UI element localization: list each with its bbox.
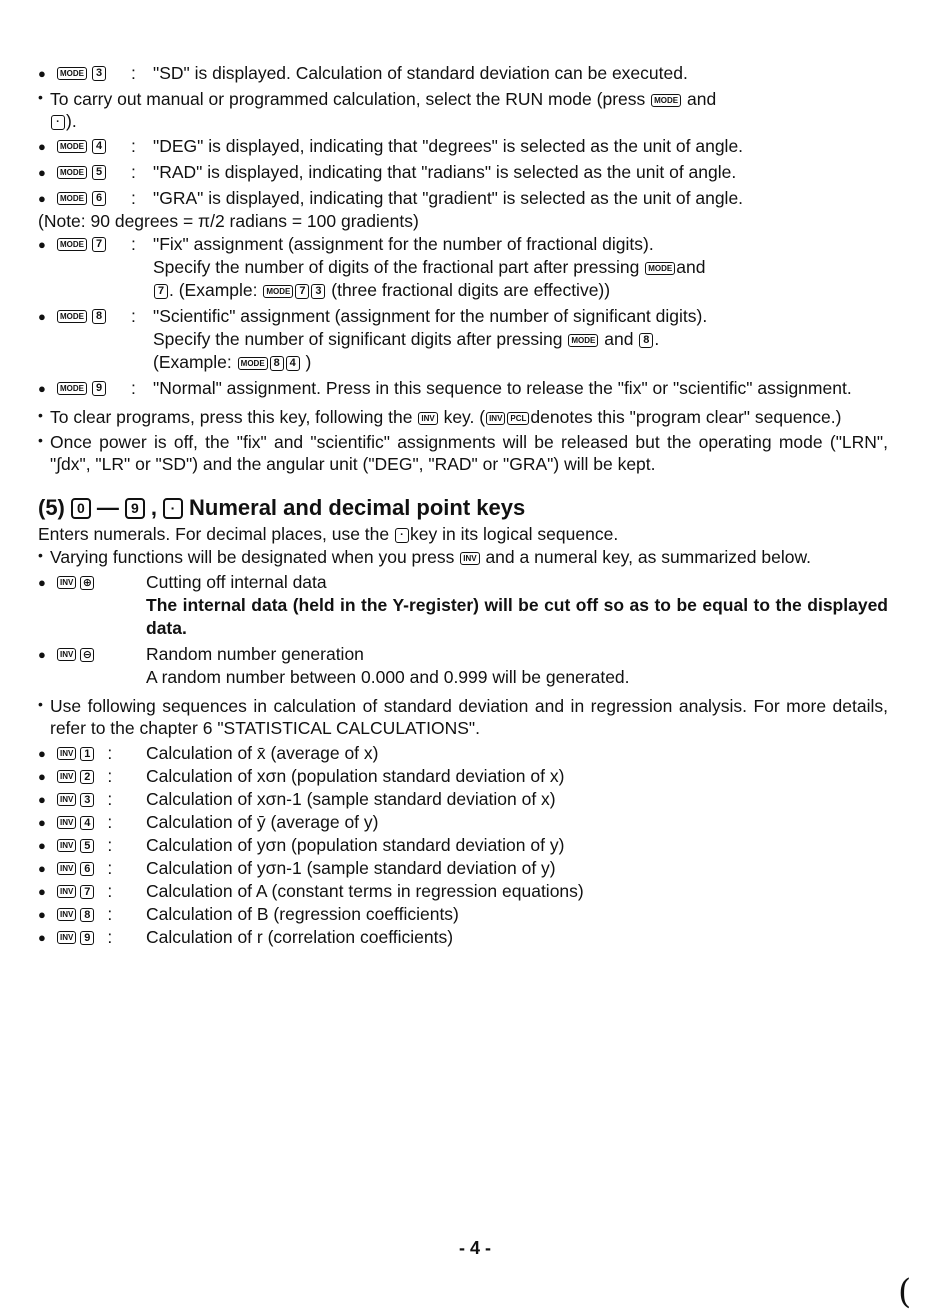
function-key: 4	[80, 816, 94, 830]
inv-key: INV	[418, 412, 437, 425]
list-item: ● INV 8 : Calculation of B (regression coefficients)	[38, 904, 459, 924]
fix-description: "Fix" assignment (assignment for the number of fractional digits).	[153, 234, 654, 254]
list-item: ● INV 5 : Calculation of yσn (population standard deviation of y)	[38, 835, 565, 855]
list-item: ● INV 4 : Calculation of ȳ (average of y)	[38, 812, 379, 832]
list-item: ● INV 2 : Calculation of xσn (population standard deviation of x)	[38, 766, 565, 786]
nine-key: 9	[125, 498, 145, 519]
mode-description: "GRA" is displayed, indicating that "gradient" is selected as the unit of angle.	[153, 188, 744, 208]
function-key: 8	[80, 908, 94, 922]
inv-key: INV	[57, 793, 76, 806]
sci-description: "Scientific" assignment (assignment for the number of significant digits).	[153, 306, 708, 326]
mode-entry-9: ● MODE 9 : "Normal" assignment. Press in this sequence to release the "fix" or "scientific" assignment.	[38, 377, 888, 400]
power-off-note: • Once power is off, the "fix" and "scientific" assignments will be released but the operating mode ("LRN", "∫dx", "LR" or "SD") and the angular unit ("DEG", "RAD" or "GRA") will be kept.	[38, 432, 888, 474]
use-sequences-note: • Use following sequences in calculation of standard deviation and in regression analysis. For more details, refer to the chapter 6 "STATISTICAL CALCULATIONS".	[38, 696, 888, 738]
cut-off-title: Cutting off internal data	[146, 572, 327, 592]
angle-note: (Note: 90 degrees = π/2 radians = 100 gradients)	[38, 211, 419, 231]
function-key: 6	[80, 862, 94, 876]
number-key: 4	[92, 139, 106, 154]
random-description: A random number between 0.000 and 0.999 will be generated.	[146, 667, 630, 687]
mode-entry-7: ● MODE 7 : "Fix" assignment (assignment for the number of fractional digits). Specify the number of digits of the fractional part after pressing MODE and 7 . (Example: MODE 7 3 (three fractional digits are effective))	[38, 234, 706, 300]
decimal-point-key: ·	[163, 498, 183, 519]
number-key: 9	[92, 381, 106, 396]
function-key: 3	[80, 793, 94, 807]
mode-description: "Normal" assignment. Press in this sequence to release the "fix" or "scientific" assignment.	[153, 378, 852, 398]
inv-key: INV	[57, 839, 76, 852]
mode-entry-8: ● MODE 8 : "Scientific" assignment (assignment for the number of significant digits). Specify the number of significant digits after pressing MODE and 8 . (Example: MODE 8 4 )	[38, 306, 708, 372]
mode-entry-3: ● MODE 3 : "SD" is displayed. Calculation of standard deviation can be executed.	[38, 62, 888, 85]
decimal-point-key: ·	[51, 115, 65, 130]
mode-key: MODE	[57, 382, 87, 395]
number-key: 3	[92, 66, 106, 81]
zero-key: 0	[71, 498, 91, 519]
page-number: - 4 -	[458, 1238, 491, 1258]
number-key: 5	[92, 165, 106, 180]
inv-key: INV	[57, 908, 76, 921]
mode-key: MODE	[645, 262, 675, 275]
inv-key: INV	[57, 770, 76, 783]
mode-key: MODE	[57, 67, 87, 80]
mode-entry-5: ● MODE 5 : "RAD" is displayed, indicating that "radians" is selected as the unit of angle.	[38, 161, 888, 184]
inv-key: INV	[57, 648, 76, 661]
mode-entry-6: ● MODE 6 : "GRA" is displayed, indicating that "gradient" is selected as the unit of angle.	[38, 187, 888, 210]
corner-mark: (	[898, 1272, 912, 1312]
bullet: ●	[38, 66, 46, 81]
cut-off-description: The internal data (held in the Y-register) will be cut off so as to be equal to the displayed data.	[146, 595, 888, 638]
number-key: 8	[92, 309, 106, 324]
mode-key: MODE	[57, 140, 87, 153]
inv-key: INV	[57, 816, 76, 829]
random-title: Random number generation	[146, 644, 364, 664]
function-key: 7	[80, 885, 94, 899]
pcl-key: PCL	[507, 412, 529, 425]
function-key: 2	[80, 770, 94, 784]
mode-key: MODE	[651, 94, 681, 107]
inv-key: INV	[57, 885, 76, 898]
mode-entry-4: ● MODE 4 : "DEG" is displayed, indicating that "degrees" is selected as the unit of angle.	[38, 135, 888, 158]
random-entry: ● INV ⊖ Random number generation A random number between 0.000 and 0.999 will be generated.	[38, 644, 630, 687]
function-key: ⊕	[80, 576, 94, 590]
number-key: 6	[92, 191, 106, 206]
list-item: ● INV 9 : Calculation of r (correlation coefficients)	[38, 927, 454, 947]
inv-key: INV	[57, 862, 76, 875]
function-key: 9	[80, 931, 94, 945]
list-item: ● INV 6 : Calculation of yσn-1 (sample standard deviation of y)	[38, 858, 556, 878]
inv-key: INV	[460, 552, 479, 565]
number-key: 7	[92, 237, 106, 252]
section-heading: (5) 0 — 9 , · Numeral and decimal point keys	[38, 493, 888, 523]
list-item: ● INV 1 : Calculation of x̄ (average of x)	[38, 743, 379, 763]
mode-description: "SD" is displayed. Calculation of standard deviation can be executed.	[153, 63, 688, 83]
function-key: ⊖	[80, 648, 94, 662]
inv-key: INV	[486, 412, 505, 425]
decimal-point-key: ·	[395, 528, 409, 543]
run-mode-note: • To carry out manual or programmed calculation, select the RUN mode (press MODE and · ).	[38, 89, 717, 131]
function-key: 5	[80, 839, 94, 853]
mode-key: MODE	[57, 166, 87, 179]
mode-description: "DEG" is displayed, indicating that "degrees" is selected as the unit of angle.	[153, 136, 744, 156]
list-item: ● INV 7 : Calculation of A (constant terms in regression equations)	[38, 881, 584, 901]
clear-program-note: • To clear programs, press this key, following the INV key. ( INV PCL denotes this "program clear" sequence.)	[38, 407, 842, 427]
cut-off-entry: ● INV ⊕ Cutting off internal data The internal data (held in the Y-register) will be cut off so as to be equal to the displayed data.	[38, 572, 888, 638]
function-key: 1	[80, 747, 94, 761]
intro-text: Enters numerals. For decimal places, use the · key in its logical sequence.	[38, 524, 619, 544]
mode-description: "RAD" is displayed, indicating that "radians" is selected as the unit of angle.	[153, 162, 737, 182]
inv-key: INV	[57, 931, 76, 944]
mode-key: MODE	[57, 238, 87, 251]
list-item: ● INV 3 : Calculation of xσn-1 (sample standard deviation of x)	[38, 789, 556, 809]
section-title: Numeral and decimal point keys	[189, 495, 526, 520]
mode-key: MODE	[57, 192, 87, 205]
mode-key: MODE	[57, 310, 87, 323]
manual-page	[38, 62, 888, 949]
stats-list	[38, 742, 888, 949]
inv-key: INV	[57, 576, 76, 589]
varying-functions-note: • Varying functions will be designated when you press INV and a numeral key, as summarized below.	[38, 547, 811, 567]
inv-key: INV	[57, 747, 76, 760]
